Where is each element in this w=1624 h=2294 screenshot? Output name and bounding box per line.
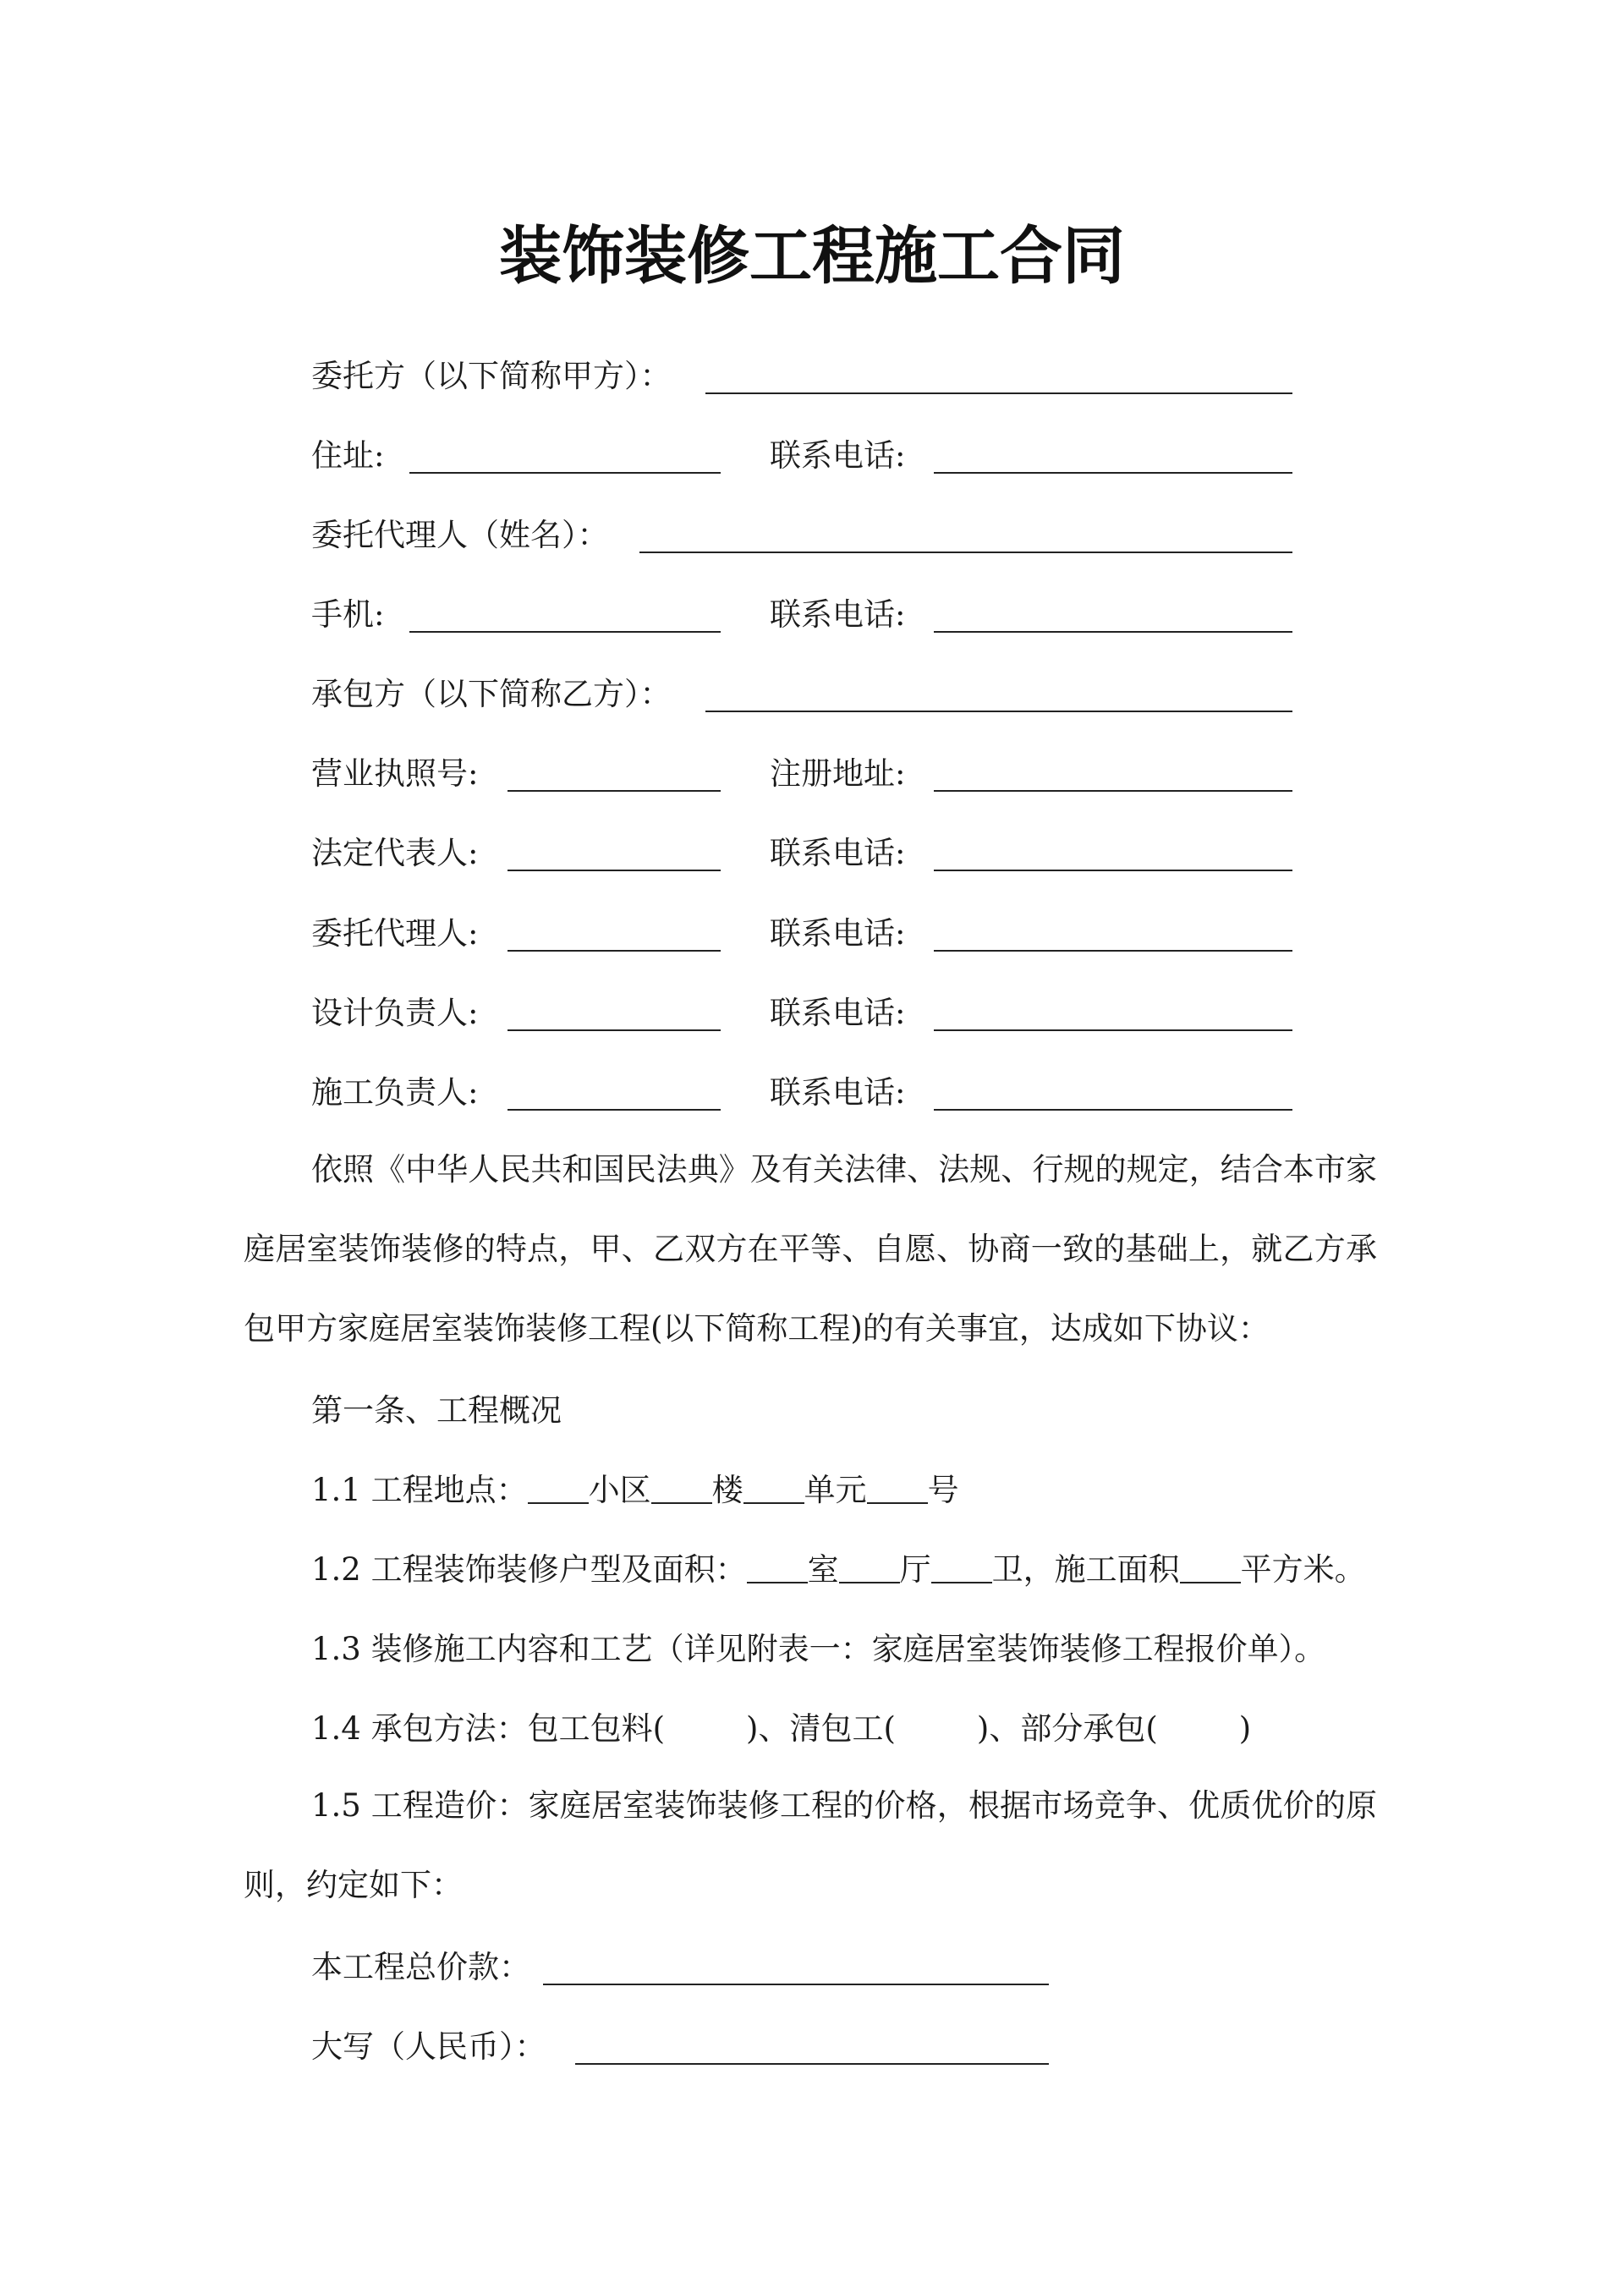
item-1-2-word-2: 厅 xyxy=(899,1551,931,1588)
party-b-construction-lead-phone-blank[interactable] xyxy=(934,1109,1292,1111)
item-1-2-blank-3[interactable] xyxy=(931,1550,992,1583)
party-b-construction-lead-blank[interactable] xyxy=(508,1109,721,1111)
item-1-2-blank-4[interactable] xyxy=(1180,1550,1241,1583)
party-b-legal-rep-blank[interactable] xyxy=(508,870,721,871)
party-b-legal-rep-phone-label: 联系电话: xyxy=(770,835,906,871)
party-b-reg-address-label: 注册地址: xyxy=(770,755,906,792)
party-b-agent-blank[interactable] xyxy=(508,950,721,952)
party-b-design-lead-phone-blank[interactable] xyxy=(934,1029,1292,1031)
item-1-2-word-4: 平方米。 xyxy=(1240,1551,1366,1588)
party-a-phone-label: 联系电话: xyxy=(770,437,906,474)
total-price-blank[interactable] xyxy=(543,1984,1049,1985)
item-1-1-word-1: 小区 xyxy=(588,1472,651,1508)
item-1-2-blank-1[interactable] xyxy=(747,1550,808,1583)
party-a-mobile-blank[interactable] xyxy=(409,631,721,633)
party-a-address-label: 住址: xyxy=(311,437,385,474)
party-b-design-lead-blank[interactable] xyxy=(508,1029,721,1031)
party-b-legal-rep-label: 法定代表人: xyxy=(311,835,479,871)
document-title: 装饰装修工程施工合同 xyxy=(499,220,1125,293)
total-price-label: 本工程总价款： xyxy=(311,1949,530,1985)
party-b-license-label: 营业执照号: xyxy=(311,755,479,792)
party-a-agent-label: 委托代理人（姓名）： xyxy=(311,517,609,553)
item-1-1-blank-4[interactable] xyxy=(867,1470,928,1504)
party-b-blank[interactable] xyxy=(705,711,1292,712)
party-b-label: 承包方（以下简称乙方）： xyxy=(311,676,672,712)
item-1-4-line xyxy=(311,1708,1251,1750)
article-1-heading: 第一条、工程概况 xyxy=(311,1392,562,1429)
party-b-construction-lead-label: 施工负责人: xyxy=(311,1074,479,1111)
item-1-1-line xyxy=(311,1469,959,1512)
party-b-design-lead-phone-label: 联系电话: xyxy=(770,995,906,1031)
party-a-label: 委托方（以下简称甲方）： xyxy=(311,358,672,394)
party-a-mobile-phone-label: 联系电话: xyxy=(770,596,906,633)
item-1-1-word-4: 号 xyxy=(927,1472,959,1508)
item-1-2-prefix: 1.2 工程装饰装修户型及面积： xyxy=(311,1551,747,1588)
item-1-1-blank-2[interactable] xyxy=(651,1470,712,1504)
item-1-2-word-3: 卫，施工面积 xyxy=(991,1551,1180,1588)
party-a-phone-blank[interactable] xyxy=(934,472,1292,474)
item-1-1-blank-3[interactable] xyxy=(743,1470,804,1504)
party-b-design-lead-label: 设计负责人: xyxy=(311,995,479,1031)
item-1-3-line: 1.3 装修施工内容和工艺（详见附表一：家庭居室装饰装修工程报价单）。 xyxy=(311,1631,1326,1667)
party-a-address-blank[interactable] xyxy=(409,472,721,474)
party-b-reg-address-blank[interactable] xyxy=(934,790,1292,792)
preamble-paragraph: 依照《中华人民共和国民法典》及有关法律、法规、行规的规定，结合本市家庭居室装饰装修的特点，甲、乙双方在平等、自愿、协商一致的基础上，就乙方承包甲方家庭居室装饰装修工程(以下简称工程)的有关事宜，达成如下协议： xyxy=(244,1151,1377,1347)
item-1-1-word-3: 单元 xyxy=(804,1472,867,1508)
item-1-1-word-2: 楼 xyxy=(711,1472,743,1508)
item-1-1-prefix: 1.1 工程地点： xyxy=(311,1472,528,1508)
item-1-1-blank-1[interactable] xyxy=(528,1470,589,1504)
party-b-legal-rep-phone-blank[interactable] xyxy=(934,870,1292,871)
party-a-mobile-phone-blank[interactable] xyxy=(934,631,1292,633)
item-1-4-prefix: 1.4 承包方法：包工包料( xyxy=(311,1710,666,1747)
item-1-2-line xyxy=(311,1549,1366,1591)
party-b-agent-label: 委托代理人: xyxy=(311,915,479,952)
item-1-4-end: ) xyxy=(1238,1710,1252,1747)
party-b-agent-phone-label: 联系电话: xyxy=(770,915,906,952)
party-b-construction-lead-phone-label: 联系电话: xyxy=(770,1074,906,1111)
party-a-blank[interactable] xyxy=(705,392,1292,394)
party-a-agent-blank[interactable] xyxy=(639,552,1292,553)
party-a-mobile-label: 手机: xyxy=(311,596,385,633)
item-1-5-paragraph: 1.5 工程造价：家庭居室装饰装修工程的价格，根据市场竞争、优质优价的原则，约定如下： xyxy=(244,1787,1377,1903)
item-1-2-word-1: 室 xyxy=(807,1551,839,1588)
party-b-agent-phone-blank[interactable] xyxy=(934,950,1292,952)
item-1-4-mid-1: )、清包工( xyxy=(746,1710,896,1747)
party-b-license-blank[interactable] xyxy=(508,790,721,792)
capital-amount-blank[interactable] xyxy=(575,2063,1049,2065)
capital-amount-label: 大写（人民币）： xyxy=(311,2028,546,2065)
item-1-2-blank-2[interactable] xyxy=(839,1550,900,1583)
item-1-4-mid-2: )、部分承包( xyxy=(976,1710,1158,1747)
